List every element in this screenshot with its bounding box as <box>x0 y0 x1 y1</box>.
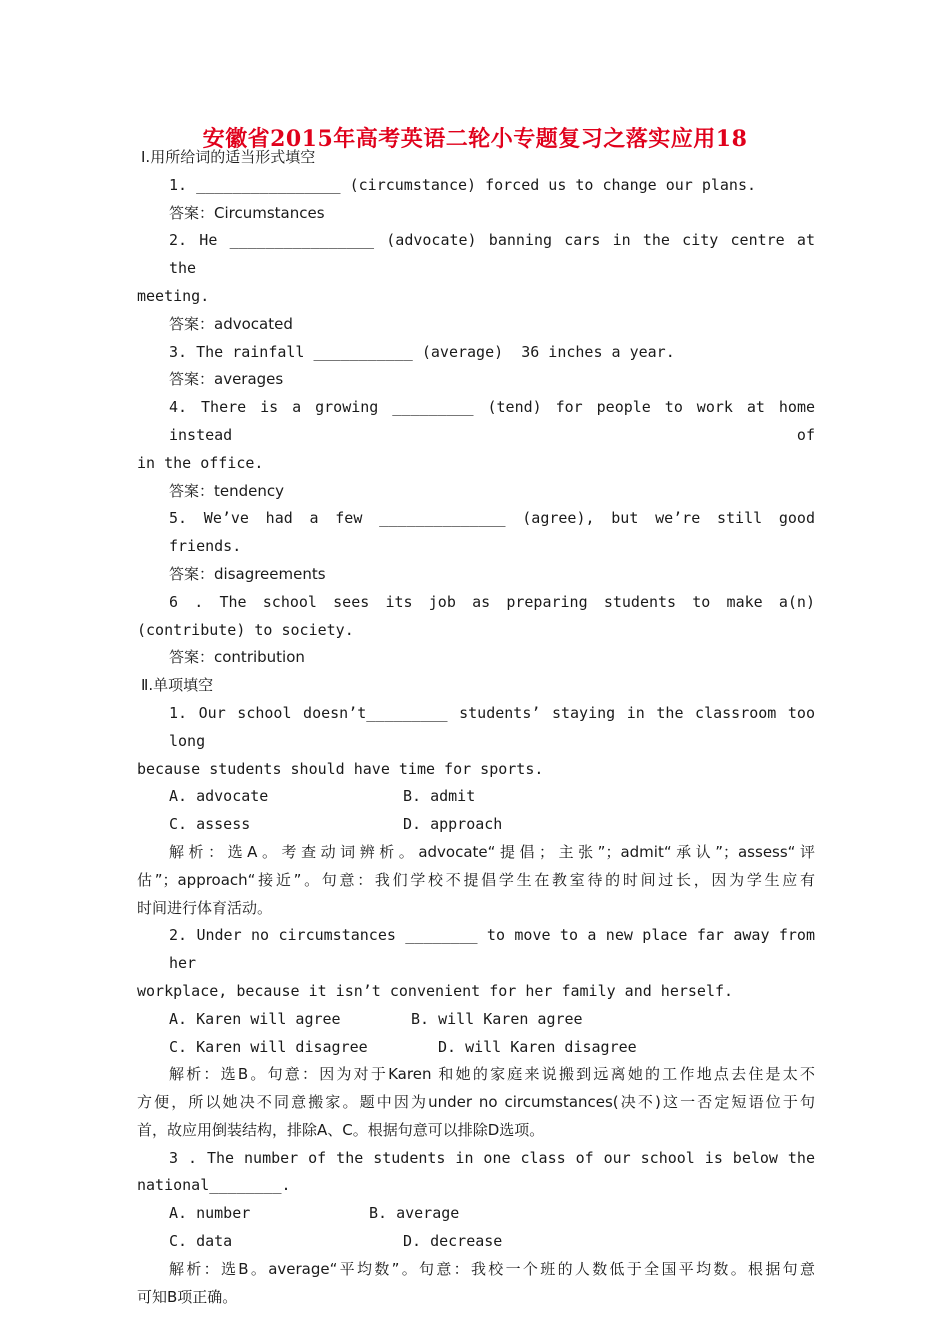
question-text: 3. The rainfall ___________ (average) 36 inches a year. <box>169 342 675 361</box>
options-row <box>137 811 815 839</box>
option-d: D. will Karen disagree <box>438 1037 637 1056</box>
option-b: B. average <box>369 1204 460 1223</box>
question-text: 4. There is a growing _________ (tend) for people to work at home instead of <box>169 398 825 444</box>
explanation-text: 估”；approach“接近”。句意：我们学校不提倡学生在教室待的时间过长，因为学生应有 <box>137 870 815 889</box>
choice-item-2 <box>137 922 825 1144</box>
fill-item-1 <box>137 172 815 228</box>
option-c: C. Karen will disagree <box>169 1037 368 1056</box>
question-text-continued: national________. <box>137 1176 291 1195</box>
section-2-heading: Ⅱ.单项填空 <box>141 676 214 695</box>
question-text-continued: workplace, because it isn’t convenient for her family and herself. <box>137 981 734 1000</box>
question-text: 6 . The school sees its job as preparing students to make a(n) <box>169 592 815 611</box>
question-text: 1. Our school doesn’t_________ students’ staying in the classroom too long <box>169 703 825 750</box>
explanation-text: 解析：选A。考查动词辨析。advocate“提倡；主张”；admit“承认”；assess“评 <box>169 842 815 861</box>
option-a: A. advocate <box>169 787 269 806</box>
options-row <box>137 1034 815 1062</box>
options-row <box>137 1200 815 1228</box>
answer-text: 答案：averages <box>169 370 284 389</box>
options-row <box>137 1228 815 1256</box>
answer-text: 答案：Circumstances <box>169 203 325 222</box>
answer-text: 答案：disagreements <box>169 564 326 583</box>
question-text-continued: in the office. <box>137 453 264 472</box>
answer-text: 答案：tendency <box>169 481 284 500</box>
question-text: 5. We’ve had a few ______________ (agree), but we’re still good friends. <box>169 509 825 556</box>
fill-item-6 <box>137 589 815 672</box>
explanation-text: 首，故应用倒装结构，排除A、C。根据句意可以排除D选项。 <box>137 1120 545 1139</box>
explanation-text: 可知B项正确。 <box>137 1287 238 1306</box>
question-text: 3 . The number of the students in one class of our school is below the <box>169 1148 815 1167</box>
choice-item-1 <box>137 700 825 922</box>
option-b: B. will Karen agree <box>411 1009 583 1028</box>
question-text: 2. He ________________ (advocate) banning cars in the city centre at the <box>169 231 825 278</box>
question-text: 2. Under no circumstances ________ to move to a new place far away from her <box>169 926 825 973</box>
question-text-continued: meeting. <box>137 286 210 305</box>
explanation-text: 时间进行体育活动。 <box>137 898 273 917</box>
option-c: C. data <box>169 1232 233 1251</box>
option-d: D. decrease <box>403 1232 503 1251</box>
choice-item-3 <box>137 1145 815 1312</box>
options-row <box>137 1006 815 1034</box>
question-text: 1. ________________ (circumstance) forced us to change our plans. <box>169 175 756 194</box>
explanation-text: 解析：选B。句意：因为对于Karen 和她的家庭来说搬到远离她的工作地点去住是太不 <box>169 1065 815 1084</box>
options-row <box>137 783 815 811</box>
option-d: D. approach <box>403 815 503 834</box>
option-a: A. number <box>169 1204 251 1223</box>
fill-item-5 <box>137 505 825 588</box>
document-body <box>137 144 825 1311</box>
option-c: C. assess <box>169 815 251 834</box>
fill-item-3 <box>137 339 815 395</box>
fill-item-4 <box>137 394 825 505</box>
option-a: A. Karen will agree <box>169 1009 341 1028</box>
explanation-text: 解析：选B。average“平均数”。句意：我校一个班的人数低于全国平均数。根据句意 <box>169 1259 815 1278</box>
explanation-text: 方便，所以她决不同意搬家。题中因为under no circumstances(决不)这一否定短语位于句 <box>137 1093 815 1112</box>
option-b: B. admit <box>403 787 476 806</box>
question-text-continued: (contribute) to society. <box>137 620 354 639</box>
section-1-heading: Ⅰ.用所给词的适当形式填空 <box>141 148 316 166</box>
answer-text: 答案：advocated <box>169 314 293 333</box>
document-title: 安徽省2015年高考英语二轮小专题复习之落实应用18 <box>202 126 748 152</box>
fill-item-2 <box>137 227 825 338</box>
answer-text: 答案：contribution <box>169 648 305 667</box>
question-text-continued: because students should have time for sports. <box>137 759 544 778</box>
